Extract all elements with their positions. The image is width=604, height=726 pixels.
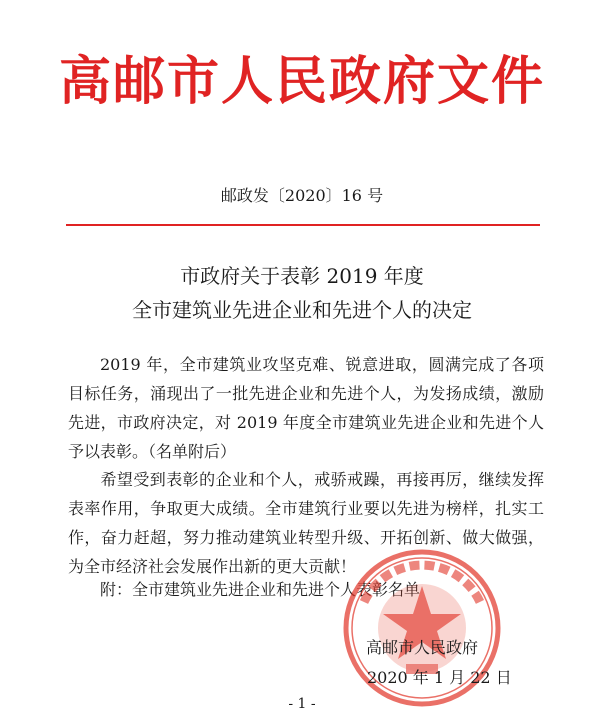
red-divider-line [66, 224, 540, 226]
document-title-line-1: 市政府关于表彰 2019 年度 [180, 264, 424, 288]
body-paragraph-1 [68, 350, 544, 466]
document-header-title: 高邮市人民政府文件 [58, 52, 545, 112]
body-paragraph-2-text: 希望受到表彰的企业和个人，戒骄戒躁，再接再厉，继续发挥表率作用，争取更大成绩。全市建筑行业要以先进为榜样，扎实工作，奋力赶超，努力推动建筑业转型升级、开拓创新、做大做强，为全市经济社会发展作出新的更大贡献！ [68, 470, 544, 576]
issue-date: 2020 年 1 月 22 日 [367, 668, 512, 687]
attachment-note-text: 附：全市建筑业先进企业和先进个人表彰名单 [100, 580, 421, 599]
document-title-line-2: 全市建筑业先进企业和先进个人的决定 [132, 298, 472, 322]
document-number: 邮政发〔2020〕16 号 [220, 186, 384, 205]
body-paragraph-1-text: 2019 年，全市建筑业攻坚克难、锐意进取，圆满完成了各项目标任务，涌现出了一批先进企业和先进个人，为发扬成绩，激励先进，市政府决定，对 2019 年度全市建筑业先进企业和先进个人予以表彰。（名单附后） [68, 355, 544, 461]
issuer-name: 高邮市人民政府 [366, 638, 479, 657]
page-number: - 1 - [288, 696, 316, 712]
